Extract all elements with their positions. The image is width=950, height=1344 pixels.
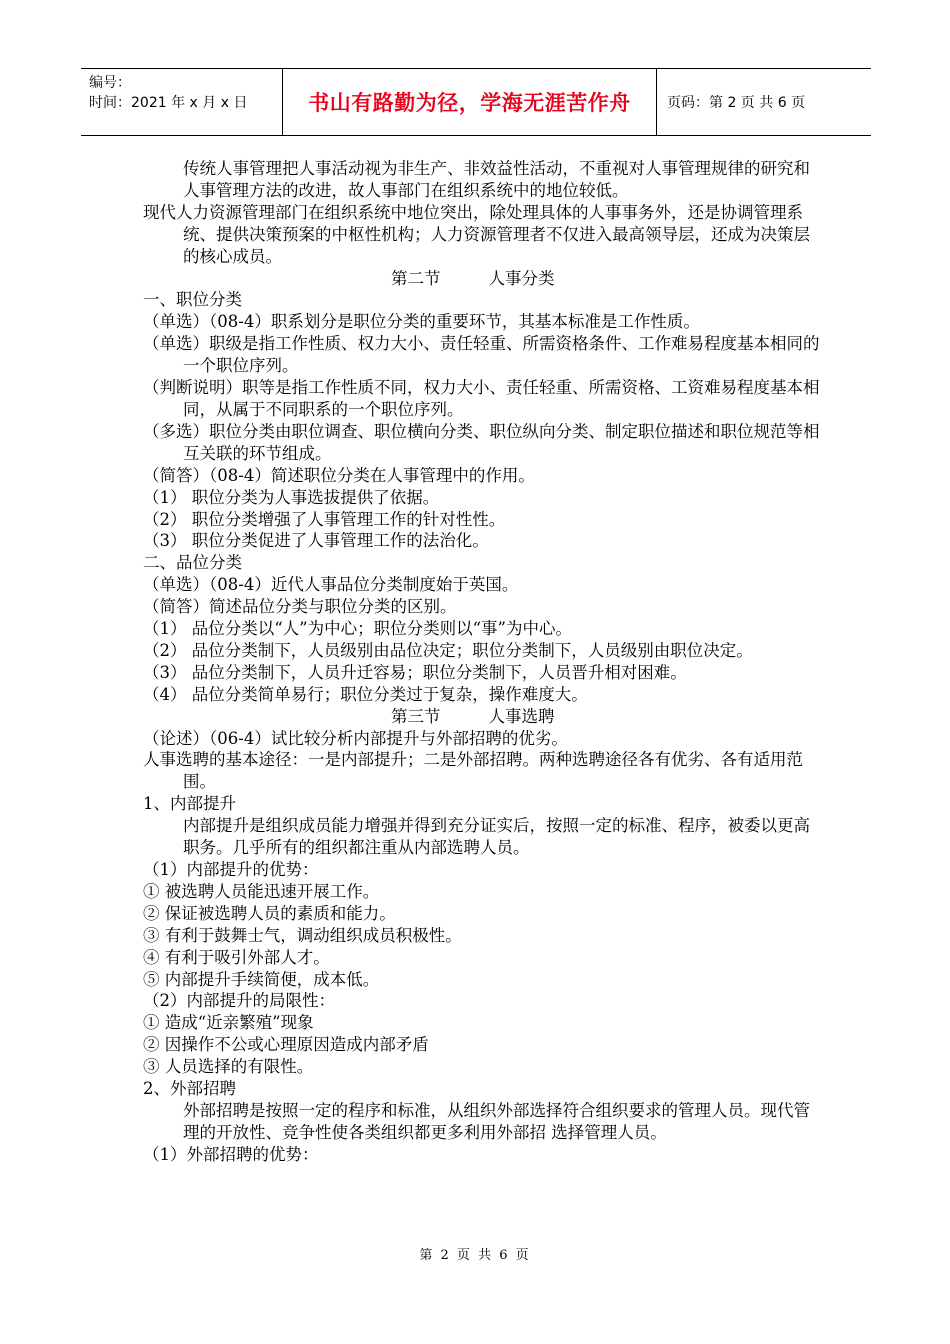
paragraph: 人事选聘的基本途径：一是内部提升；二是外部招聘。两种选聘途径各有优劣、各有适用范围。 [143,750,803,792]
paragraph: 内部提升是组织成员能力增强并得到充分证实后，按照一定的标准、程序，被委以更高职务。几乎所有的组织都注重从内部选聘人员。 [183,816,810,858]
header-meta [81,69,283,135]
paragraph: 外部招聘是按照一定的程序和标准，从组织外部选择符合组织要求的管理人员。现代管理的开放性、竞争性使各类组织都更多利用外部招 选择管理人员。 [183,1100,810,1142]
list-heading: （1）内部提升的优势： [143,860,319,879]
paragraph: （单选）（08-4）职系划分是职位分类的重要环节，其基本标准是工作性质。 [143,312,700,332]
list-item: ③ 有利于鼓舞士气，调动组织成员积极性。 [143,925,462,945]
paragraph: 现代人力资源管理部门在组织系统中地位突出，除处理具体的人事事务外，还是协调管理系统、提供决策预案的中枢性机构；人力资源管理者不仅进入最高领导层，还成为决策层的核心成员。 [143,202,810,266]
list-item: ⑤ 内部提升手续简便，成本低。 [143,969,380,989]
page-footer: 第 2 页 共 6 页 [419,1248,531,1263]
list-item: （3） 职位分类促进了人事管理工作的法治化。 [143,531,489,551]
list-heading: （1）外部招聘的优势： [143,1144,319,1164]
number-label: 编号： [89,75,131,91]
subsection-heading: 2、外部招聘 [143,1079,236,1099]
list-item: ② 保证被选聘人员的素质和能力。 [143,903,396,923]
list-item: ③ 人员选择的有限性。 [143,1057,314,1077]
time-label: 时间：2021 年 x 月 x 日 [89,95,248,111]
paragraph: （单选）（08-4）近代人事品位分类制度始于英国。 [143,575,519,595]
paragraph: （简答）（08-4）简述职位分类在人事管理中的作用。 [143,465,535,485]
paragraph: （论述）（06-4）试比较分析内部提升与外部招聘的优劣。 [143,728,568,748]
section-title: 人事分类 [488,268,555,288]
list-heading: （2）内部提升的局限性： [143,991,335,1011]
list-item: ① 被选聘人员能迅速开展工作。 [143,881,380,901]
list-item: （3） 品位分类制下，人员升迁容易；职位分类制下，人员晋升相对困难。 [143,662,687,682]
header-motto: 书山有路勤为径，学海无涯苦作舟 [283,69,657,135]
paragraph: （简答）简述品位分类与职位分类的区别。 [143,597,457,617]
list-item: （2） 职位分类增强了人事管理工作的针对性性。 [143,509,506,529]
section-title: 人事选聘 [488,706,555,726]
section-number: 第三节 [391,706,441,726]
document-body [143,158,823,1166]
list-item: ④ 有利于吸引外部人才。 [143,947,330,967]
subsection-heading: 1、内部提升 [143,794,236,814]
subsection-heading: 一、职位分类 [143,290,242,310]
list-item: ② 因操作不公或心理原因造成内部矛盾 [143,1035,429,1055]
list-item: （1） 品位分类以“人”为中心；职位分类则以“事”为中心。 [143,619,572,639]
list-item: （1） 职位分类为人事选拔提供了依据。 [143,487,440,507]
header-page-info: 页码：第 2 页 共 6 页 [667,95,806,111]
section-heading [143,706,823,728]
paragraph: （判断说明）职等是指工作性质不同，权力大小、责任轻重、所需资格、工资难易程度基本相同，从属于不同职系的一个职位序列。 [143,378,820,419]
list-item: （2） 品位分类制下，人员级别由品位决定；职位分类制下，人员级别由职位决定。 [143,640,753,660]
list-item: （4） 品位分类简单易行；职位分类过于复杂，操作难度大。 [143,684,588,704]
section-number: 第二节 [391,268,441,288]
paragraph: （多选）职位分类由职位调查、职位横向分类、职位纵向分类、制定职位描述和职位规范等相互关联的环节组成。 [143,421,820,463]
list-item: ① 造成“近亲繁殖”现象 [143,1013,314,1033]
subsection-heading: 二、品位分类 [143,553,242,573]
page-header [81,68,871,136]
paragraph: 传统人事管理把人事活动视为非生产、非效益性活动，不重视对人事管理规律的研究和人事管理方法的改进，故人事部门在组织系统中的地位较低。 [183,159,810,200]
paragraph: （单选）职级是指工作性质、权力大小、责任轻重、所需资格条件、工作难易程度基本相同的一个职位序列。 [143,334,820,376]
section-heading [143,268,823,290]
